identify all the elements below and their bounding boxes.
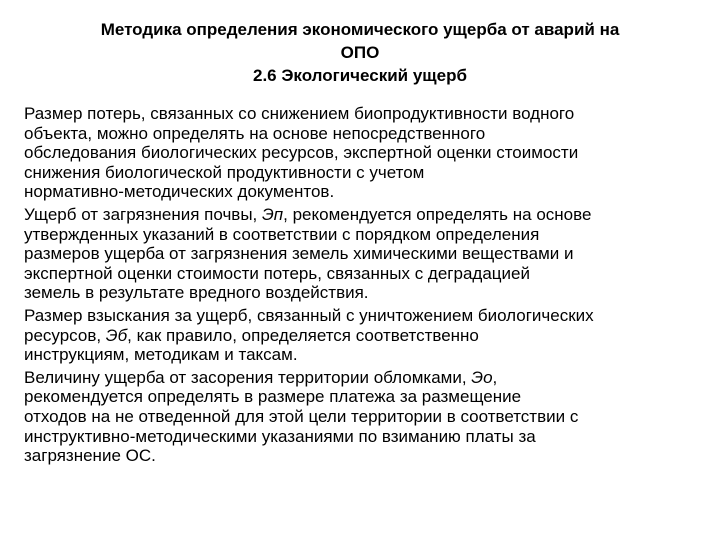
slide-title	[30, 18, 690, 87]
subtitle-line: 2.6 Экологический ущерб	[252, 66, 467, 85]
paragraph-soil-pollution	[24, 205, 710, 303]
text-fragment: ресурсов,	[24, 325, 106, 345]
variable-ep: Эп	[262, 204, 284, 224]
paragraph-bioresources	[24, 306, 710, 365]
paragraph-line: обследования биологических ресурсов, экспертной оценки стоимости	[24, 143, 579, 163]
slide-body	[24, 104, 710, 469]
paragraph-line	[24, 325, 710, 346]
paragraph-line: объекта, можно определять на основе непосредственного	[24, 123, 486, 143]
paragraph-line: Размер потерь, связанных со снижением биопродуктивности водного	[24, 104, 575, 123]
paragraph-line: инструкциям, методикам и таксам.	[24, 345, 298, 365]
variable-eo: Эо	[471, 367, 493, 387]
paragraph-line: отходов на не отведенной для этой цели территории в соответствии с	[24, 406, 579, 426]
paragraph-line: Размер взыскания за ущерб, связанный с уничтожением биологических	[24, 305, 594, 325]
paragraph-line	[24, 367, 710, 388]
paragraph-line: нормативно-методических документов.	[24, 182, 335, 202]
variable-eb: Эб	[105, 325, 128, 345]
paragraph-debris	[24, 368, 710, 466]
paragraph-bioproductivity	[24, 104, 710, 202]
paragraph-line: рекомендуется определять в размере платежа за размещение	[24, 387, 522, 407]
paragraph-line: размеров ущерба от загрязнения земель химическими веществами и	[24, 244, 574, 264]
text-fragment: Ущерб от загрязнения почвы,	[24, 204, 262, 224]
title-line: Методика определения экономического ущерба от аварий на	[100, 20, 620, 39]
paragraph-line: утвержденных указаний в соответствии с порядком определения	[24, 224, 540, 244]
paragraph-line: земель в результате вредного воздействия.	[24, 283, 369, 303]
text-fragment: Величину ущерба от засорения территории обломками,	[24, 367, 472, 387]
paragraph-line	[24, 204, 710, 225]
paragraph-line: снижения биологической продуктивности с учетом	[24, 162, 425, 182]
title-line: ОПО	[340, 43, 380, 62]
text-fragment: ,	[492, 367, 498, 387]
paragraph-line: загрязнение ОС.	[24, 446, 156, 466]
paragraph-line: экспертной оценки стоимости потерь, связанных с деградацией	[24, 263, 530, 283]
text-fragment: , как правило, определяется соответственно	[127, 325, 479, 345]
text-fragment: , рекомендуется определять на основе	[283, 204, 592, 224]
paragraph-line: инструктивно-методическими указаниями по взиманию платы за	[24, 426, 536, 446]
